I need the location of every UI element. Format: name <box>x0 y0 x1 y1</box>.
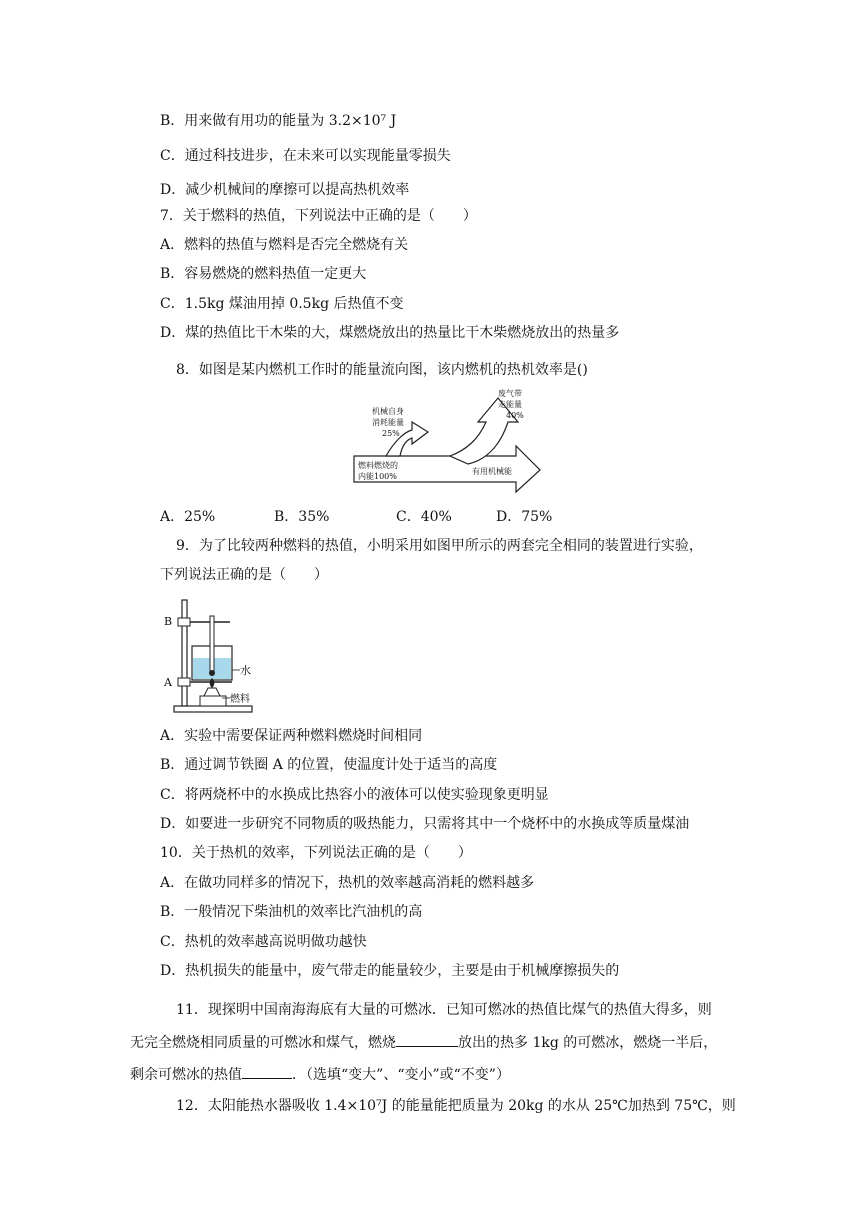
q7-option-b: B．容易燃烧的燃料热值一定更大 <box>160 266 367 282</box>
q7-option-c: C．1.5kg 煤油用掉 0.5kg 后热值不变 <box>160 296 404 312</box>
q10-stem: 10．关于热机的效率，下列说法正确的是（ ） <box>160 845 472 861</box>
q9-stem-line1: 9．为了比较两种燃料的热值，小明采用如图甲所示的两套完全相同的装置进行实验， <box>176 538 703 554</box>
fuel-label-1: 燃料燃烧的 <box>358 461 398 470</box>
q11-line2-text-a: 无完全燃烧相同质量的可燃冰和煤气，燃烧 <box>130 1035 396 1051</box>
q8-stem: 8．如图是某内燃机工作时的能量流向图，该内燃机的热机效率是() <box>176 362 588 378</box>
clamp-a <box>178 678 190 686</box>
q8-option-c: C．40% <box>396 509 452 525</box>
exhaust-label-1: 废气带 <box>498 389 522 398</box>
fuel-lamp <box>200 696 226 706</box>
q9-stem-line2: 下列说法正确的是（ ） <box>160 567 328 583</box>
label-water: 水 <box>240 664 251 677</box>
q8-option-a: A．25% <box>160 509 216 525</box>
q12-line1: 12．太阳能热水器吸收 1.4×10⁷J 的能量能把质量为 20kg 的水从 25℃加热到 75℃，则 <box>176 1098 736 1114</box>
q9-option-d: D．如要进一步研究不同物质的吸热能力，只需将其中一个烧杯中的水换成等质量煤油 <box>160 816 690 832</box>
q11-blank-1[interactable] <box>396 1032 458 1047</box>
stand-rod <box>182 600 187 706</box>
exhaust-label-3: 40% <box>506 411 524 420</box>
q11-line3 <box>130 1064 510 1085</box>
stand-base <box>174 706 252 712</box>
q10-option-c: C．热机的效率越高说明做功越快 <box>160 934 367 950</box>
q6-option-d: D．减少机械间的摩擦可以提高热机效率 <box>160 182 410 198</box>
useful-label: 有用机械能 <box>472 467 512 476</box>
q8-option-b: B．35% <box>274 509 330 525</box>
mech-loss-label-1: 机械自身 <box>372 407 404 416</box>
q6-option-b: B．用来做有用功的能量为 3.2×10⁷ J <box>160 113 397 129</box>
q9-option-b: B．通过调节铁圈 A 的位置，使温度计处于适当的高度 <box>160 757 498 773</box>
q11-blank-2[interactable] <box>242 1064 292 1079</box>
q10-option-b: B．一般情况下柴油机的效率比汽油机的高 <box>160 904 423 920</box>
thermometer <box>210 616 214 672</box>
label-b: B <box>164 615 173 628</box>
q11-line1: 11．现探明中国南海海底有大量的可燃冰．已知可燃冰的热值比煤气的热值大得多，则 <box>176 1002 712 1018</box>
q7-stem: 7．关于燃料的热值，下列说法中正确的是（ ） <box>160 208 477 224</box>
clamp-b <box>178 618 190 626</box>
q11-line2-text-b: 放出的热多 1kg 的可燃冰，燃烧一半后， <box>458 1035 718 1051</box>
q9-option-c: C．将两烧杯中的水换成比热容小的液体可以使实验现象更明显 <box>160 787 549 803</box>
mech-loss-arrow <box>386 422 428 456</box>
label-fuel: 燃料 <box>230 694 250 705</box>
label-a: A <box>164 676 172 689</box>
q6-option-c: C．通过科技进步，在未来可以实现能量零损失 <box>160 148 451 164</box>
q11-line3-text-b: ．（选填“变大”、“变小”或“不变”） <box>292 1067 510 1083</box>
experiment-apparatus-figure <box>160 596 260 716</box>
mech-loss-label-3: 25% <box>382 429 400 438</box>
exhaust-label-2: 走能量 <box>498 400 522 409</box>
energy-flow-diagram <box>346 384 546 494</box>
q10-option-d: D．热机损失的能量中，废气带走的能量较少，主要是由于机械摩擦损失的 <box>160 963 620 979</box>
q11-line2 <box>130 1032 717 1053</box>
q11-line3-text-a: 剩余可燃冰的热值 <box>130 1067 242 1083</box>
mech-loss-label-2: 消耗能量 <box>372 418 404 427</box>
q8-option-d: D．75% <box>496 509 553 525</box>
q10-option-a: A．在做功同样多的情况下，热机的效率越高消耗的燃料越多 <box>160 875 535 891</box>
q7-option-d: D．煤的热值比干木柴的大，煤燃烧放出的热量比干木柴燃烧放出的热量多 <box>160 325 620 341</box>
q9-option-a: A．实验中需要保证两种燃料燃烧时间相同 <box>160 728 423 744</box>
fuel-label-2: 内能100% <box>358 472 397 481</box>
q7-option-a: A．燃料的热值与燃料是否完全燃烧有关 <box>160 237 409 253</box>
